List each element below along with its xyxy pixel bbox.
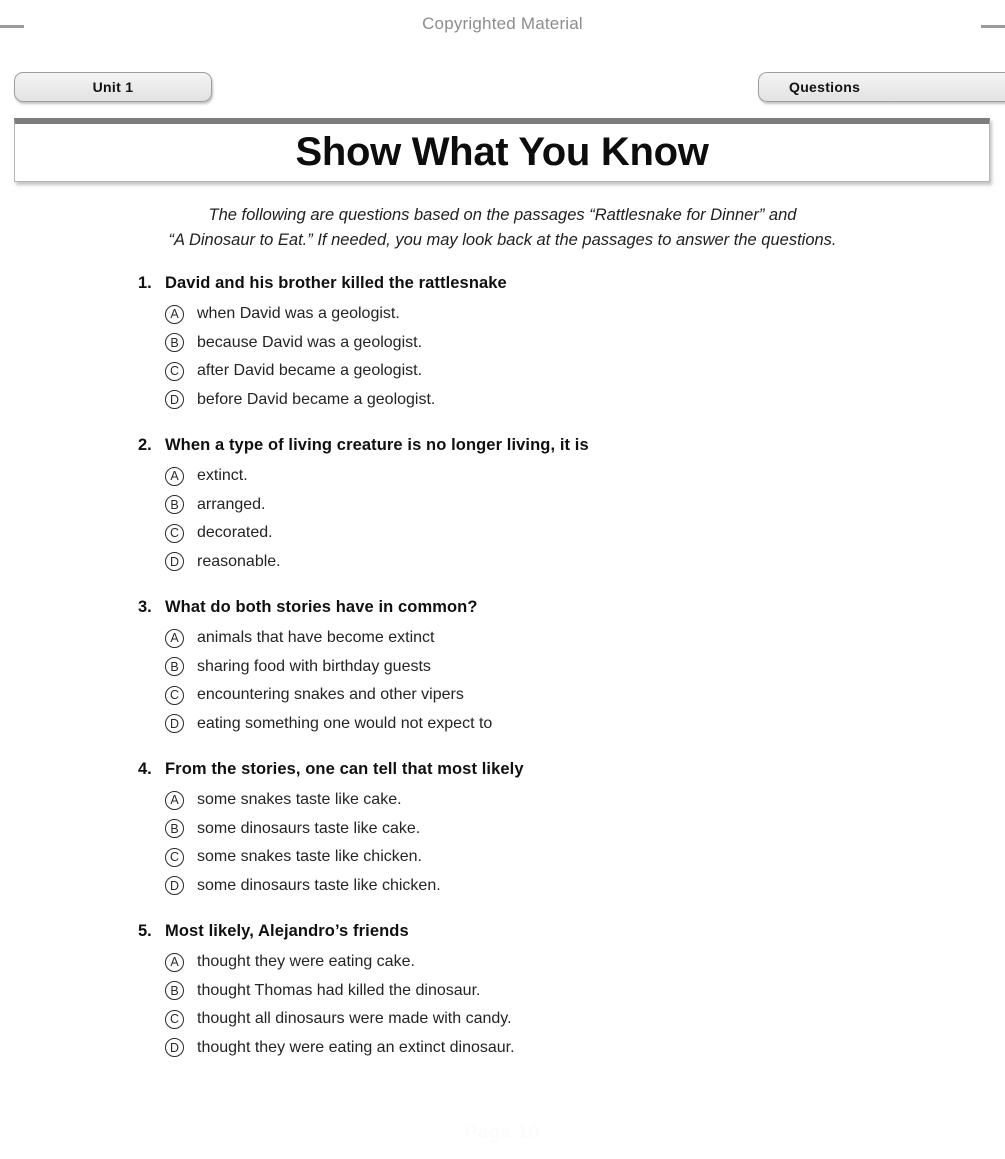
question-number: 2. (138, 436, 152, 454)
question-item (0, 436, 1005, 576)
choice-text: some snakes taste like cake. (197, 791, 402, 809)
choice-bubble-icon[interactable]: B (165, 657, 184, 676)
choice-bubble-icon[interactable]: D (165, 552, 184, 571)
right-edge-dash-icon (981, 25, 1005, 28)
answer-choice[interactable] (165, 681, 1005, 710)
choice-text: extinct. (197, 467, 248, 485)
answer-choice[interactable] (165, 843, 1005, 872)
answer-choice[interactable] (165, 386, 1005, 415)
choice-bubble-icon[interactable]: C (165, 686, 184, 705)
choice-text: some dinosaurs taste like chicken. (197, 876, 441, 894)
answer-choice[interactable] (165, 462, 1005, 491)
choice-bubble-icon[interactable]: A (165, 467, 184, 486)
choice-text: arranged. (197, 495, 266, 513)
answer-choice[interactable] (165, 491, 1005, 520)
choice-text: thought all dinosaurs were made with candy. (197, 1010, 512, 1028)
tab-unit-1[interactable] (14, 72, 212, 102)
choice-bubble-icon[interactable]: D (165, 1038, 184, 1057)
question-header (0, 274, 1005, 293)
answer-choice[interactable] (165, 815, 1005, 844)
question-number: 1. (138, 274, 152, 292)
question-number: 4. (138, 760, 152, 778)
choice-bubble-icon[interactable]: B (165, 495, 184, 514)
choice-text: encountering snakes and other vipers (197, 686, 464, 704)
choice-bubble-icon[interactable]: D (165, 714, 184, 733)
tab-questions[interactable] (758, 72, 1005, 102)
choice-text: decorated. (197, 524, 273, 542)
choice-bubble-icon[interactable]: A (165, 791, 184, 810)
answer-choice[interactable] (165, 1034, 1005, 1063)
page-number-footer: Page 10 (464, 1122, 541, 1142)
answer-choice[interactable] (165, 300, 1005, 329)
question-prompt: David and his brother killed the rattlesnake (165, 274, 507, 292)
choice-text: animals that have become extinct (197, 629, 435, 647)
answer-choice[interactable] (165, 624, 1005, 653)
question-prompt: What do both stories have in common? (165, 598, 478, 616)
questions-list (0, 274, 1005, 1084)
answer-choice[interactable] (165, 710, 1005, 739)
page-title: Show What You Know (295, 130, 709, 174)
answer-choice[interactable] (165, 548, 1005, 577)
choice-bubble-icon[interactable]: D (165, 390, 184, 409)
instructions-line-1: The following are questions based on the passages “Rattlesnake for Dinner” and (208, 206, 797, 224)
question-prompt: From the stories, one can tell that most likely (165, 760, 524, 778)
title-banner (14, 118, 990, 182)
choice-bubble-icon[interactable]: B (165, 819, 184, 838)
question-number: 5. (138, 922, 152, 940)
question-number: 3. (138, 598, 152, 616)
instructions-text (0, 203, 1005, 253)
question-item (0, 922, 1005, 1062)
choice-bubble-icon[interactable]: A (165, 953, 184, 972)
answer-choice[interactable] (165, 872, 1005, 901)
choice-text: thought Thomas had killed the dinosaur. (197, 981, 481, 999)
choice-bubble-icon[interactable]: B (165, 333, 184, 352)
choice-bubble-icon[interactable]: A (165, 305, 184, 324)
choice-bubble-icon[interactable]: C (165, 362, 184, 381)
answer-choice[interactable] (165, 948, 1005, 977)
question-item (0, 274, 1005, 414)
question-header (0, 922, 1005, 941)
answer-choice[interactable] (165, 977, 1005, 1006)
question-prompt: When a type of living creature is no longer living, it is (165, 436, 589, 454)
answer-choice[interactable] (165, 357, 1005, 386)
choice-text: some dinosaurs taste like cake. (197, 819, 421, 837)
choice-text: some snakes taste like chicken. (197, 848, 422, 866)
choice-text: thought they were eating an extinct dinosaur. (197, 1038, 515, 1056)
instructions-line-2: “A Dinosaur to Eat.” If needed, you may look back at the passages to answer the questions. (168, 231, 837, 249)
choice-text: after David became a geologist. (197, 362, 423, 380)
choice-bubble-icon[interactable]: C (165, 848, 184, 867)
question-prompt: Most likely, Alejandro’s friends (165, 922, 409, 940)
answer-choice[interactable] (165, 519, 1005, 548)
answer-choice[interactable] (165, 786, 1005, 815)
question-item (0, 760, 1005, 900)
question-header (0, 436, 1005, 455)
choice-bubble-icon[interactable]: C (165, 1010, 184, 1029)
choice-text: sharing food with birthday guests (197, 657, 431, 675)
answer-choice[interactable] (165, 653, 1005, 682)
choice-text: thought they were eating cake. (197, 953, 415, 971)
choice-text: eating something one would not expect to (197, 714, 493, 732)
choice-text: when David was a geologist. (197, 305, 400, 323)
choice-bubble-icon[interactable]: D (165, 876, 184, 895)
question-header (0, 760, 1005, 779)
choice-text: before David became a geologist. (197, 390, 436, 408)
copyright-strip (0, 14, 1005, 40)
answer-choice[interactable] (165, 1005, 1005, 1034)
answer-choice[interactable] (165, 329, 1005, 358)
tab-unit-1-label: Unit 1 (92, 79, 134, 95)
question-header (0, 598, 1005, 617)
choice-bubble-icon[interactable]: A (165, 629, 184, 648)
choice-bubble-icon[interactable]: B (165, 981, 184, 1000)
choice-text: reasonable. (197, 552, 281, 570)
copyright-notice: Copyrighted Material (422, 14, 583, 33)
tab-questions-label: Questions (789, 79, 861, 95)
choice-text: because David was a geologist. (197, 333, 423, 351)
question-item (0, 598, 1005, 738)
choice-bubble-icon[interactable]: C (165, 524, 184, 543)
